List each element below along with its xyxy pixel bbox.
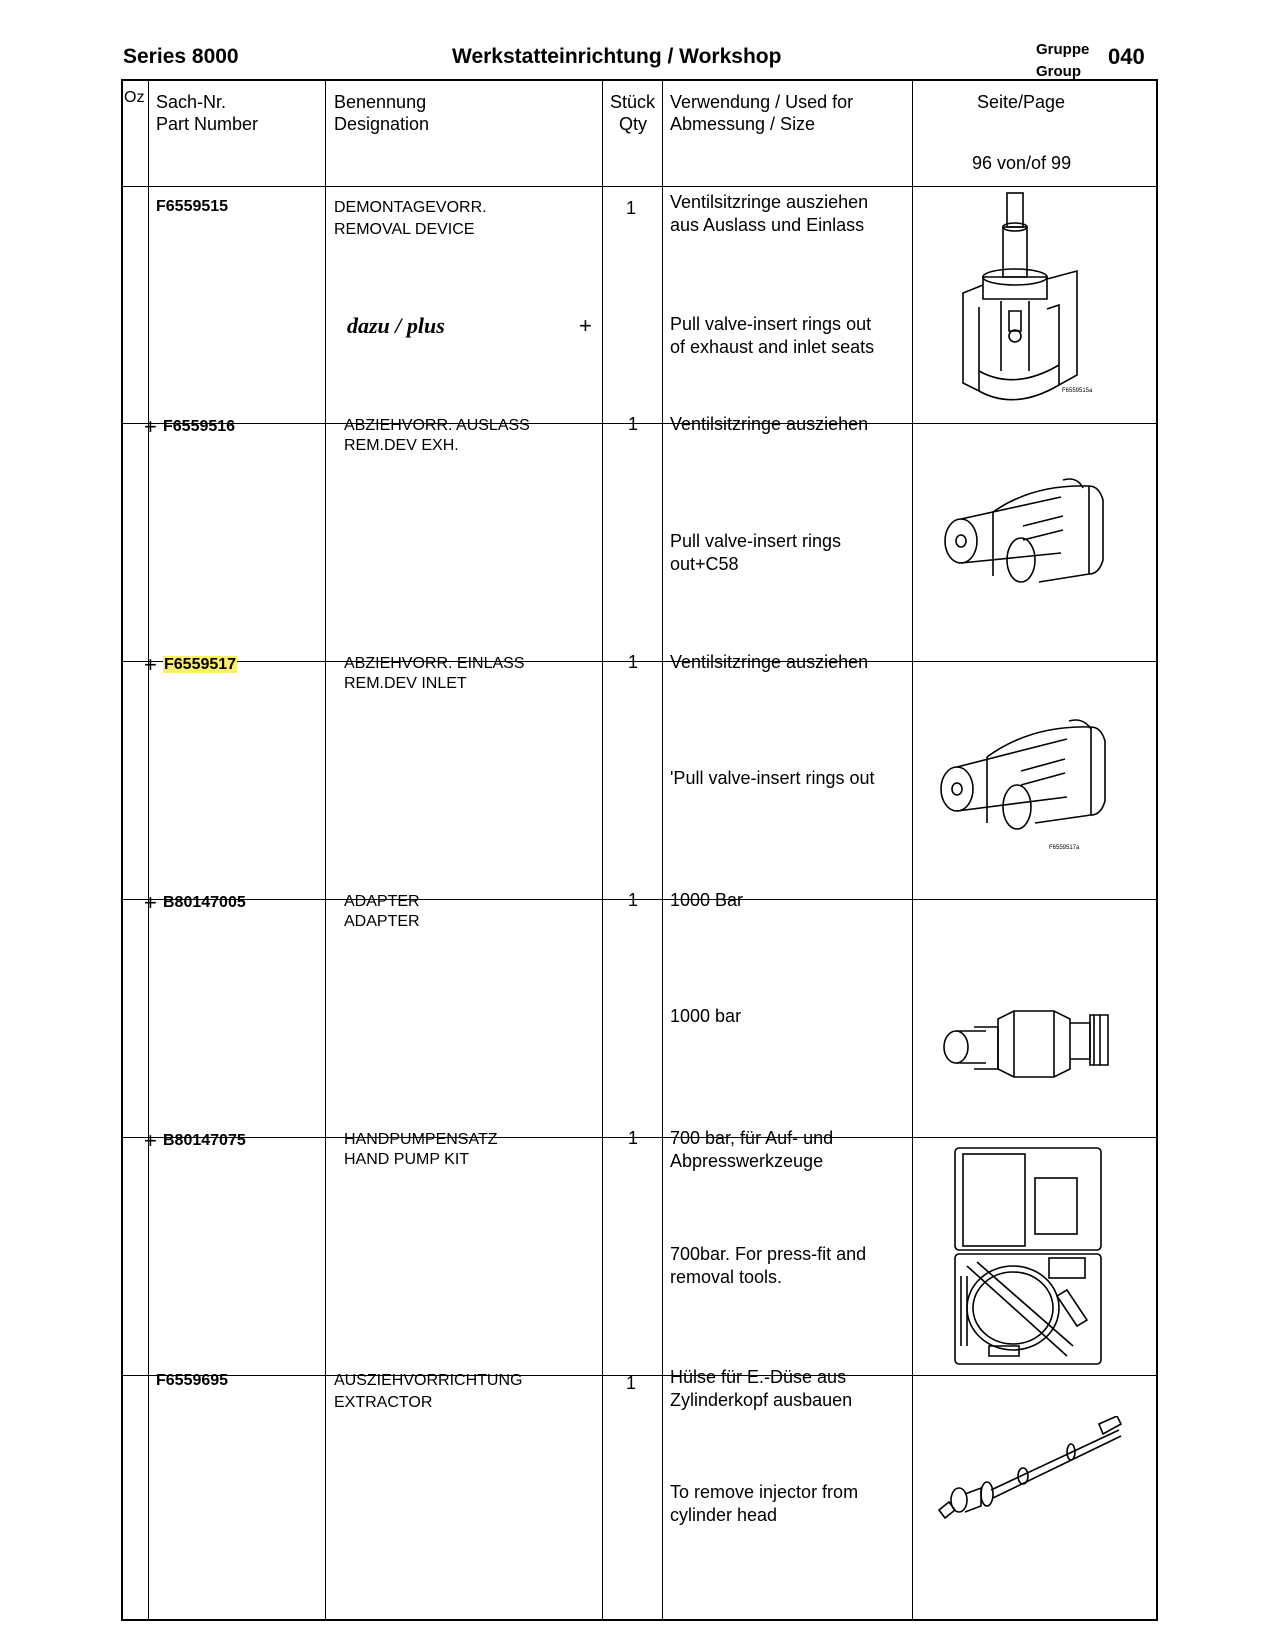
column-divider — [662, 81, 663, 1619]
designation-de: HANDPUMPENSATZ — [344, 1131, 498, 1148]
part-number: F6559515 — [156, 198, 229, 215]
designation-de: AUSZIEHVORRICHTUNG — [334, 1372, 523, 1389]
group-label-en: Group — [1036, 63, 1081, 80]
group-label-de: Gruppe — [1036, 41, 1090, 58]
highlighted-part-number: F6559517 — [164, 656, 237, 673]
col-part-en: Part Number — [156, 114, 259, 134]
row-divider — [123, 423, 1156, 424]
usage-de: Ventilsitzringe ausziehen — [670, 414, 869, 434]
usage-en: Pull valve-insert rings out — [670, 314, 872, 334]
column-divider — [912, 81, 913, 1619]
designation-en: EXTRACTOR — [334, 1394, 433, 1411]
designation-de: ABZIEHVORR. AUSLASS — [344, 417, 530, 434]
usage-en: To remove injector from — [670, 1482, 859, 1502]
usage-en: of exhaust and inlet seats — [670, 337, 875, 357]
page-title: Werkstatteinrichtung / Workshop — [452, 45, 782, 68]
row-divider — [123, 1137, 1156, 1138]
group-number: 040 — [1108, 44, 1145, 69]
usage-en: 700bar. For press-fit and — [670, 1244, 867, 1264]
quantity: 1 — [626, 198, 637, 218]
part-number — [163, 656, 237, 674]
figure-label: F6559515a — [1062, 388, 1093, 394]
usage-de: aus Auslass und Einlass — [670, 215, 865, 235]
quantity: 1 — [628, 890, 639, 910]
part-number: F6559516 — [163, 418, 236, 435]
part-number: B80147005 — [163, 894, 246, 911]
plus-marker: + — [579, 313, 592, 338]
col-qty-de: Stück — [610, 92, 656, 112]
usage-en: cylinder head — [670, 1505, 778, 1525]
row-divider — [123, 899, 1156, 900]
quantity: 1 — [628, 652, 639, 672]
adapter-icon — [938, 971, 1118, 1081]
page-number: 96 von/of 99 — [972, 153, 1072, 173]
usage-de: Zylinderkopf ausbauen — [670, 1390, 853, 1410]
series-title: Series 8000 — [123, 45, 239, 68]
col-qty-en: Qty — [619, 114, 648, 134]
designation-de: DEMONTAGEVORR. — [334, 199, 487, 216]
usage-en: Pull valve-insert rings — [670, 531, 842, 551]
usage-de: Abpresswerkzeuge — [670, 1151, 824, 1171]
col-use-de: Verwendung / Used for — [670, 92, 854, 112]
usage-en: out+C58 — [670, 554, 739, 574]
col-designation-de: Benennung — [334, 92, 427, 112]
usage-en: removal tools. — [670, 1267, 783, 1287]
figure-label: F6559517a — [1049, 845, 1080, 851]
col-designation-en: Designation — [334, 114, 430, 134]
designation-en: REM.DEV INLET — [344, 675, 467, 692]
row-divider — [123, 661, 1156, 662]
usage-de: Hülse für E.-Düse aus — [670, 1367, 847, 1387]
dazu-plus-note: dazu / plus — [347, 313, 445, 338]
usage-de: Ventilsitzringe ausziehen — [670, 192, 869, 212]
col-part-de: Sach-Nr. — [156, 92, 227, 112]
hand-pump-kit-icon — [953, 1146, 1103, 1368]
col-oz: Oz — [124, 89, 145, 106]
designation-de: ABZIEHVORR. EINLASS — [344, 655, 525, 672]
removal-device-icon — [943, 191, 1113, 416]
designation-en: HAND PUMP KIT — [344, 1151, 470, 1168]
extractor-icon — [931, 1416, 1131, 1528]
usage-de: 700 bar, für Auf- und — [670, 1128, 834, 1148]
puller-inlet-icon — [931, 717, 1121, 847]
designation-en: ADAPTER — [344, 913, 420, 930]
col-page-label: Seite/Page — [977, 92, 1066, 112]
designation-de: ADAPTER — [344, 893, 420, 910]
plus-marker: + — [144, 890, 157, 915]
col-use-en: Abmessung / Size — [670, 114, 816, 134]
plus-marker: + — [144, 1128, 157, 1153]
usage-en: 'Pull valve-insert rings out — [670, 768, 875, 788]
puller-exhaust-icon — [933, 476, 1123, 606]
designation-en: REMOVAL DEVICE — [334, 221, 475, 238]
parts-table — [121, 79, 1158, 1621]
row-divider — [123, 1375, 1156, 1376]
column-divider — [148, 81, 149, 1619]
group-label — [1036, 39, 1089, 83]
usage-de: Ventilsitzringe ausziehen — [670, 652, 869, 672]
part-number: F6559695 — [156, 1372, 229, 1389]
quantity: 1 — [626, 1373, 637, 1393]
column-divider — [325, 81, 326, 1619]
part-number: B80147075 — [163, 1132, 246, 1149]
row-divider — [123, 186, 1156, 187]
plus-marker: + — [144, 414, 157, 439]
column-divider — [602, 81, 603, 1619]
usage-de: 1000 Bar — [670, 890, 744, 910]
plus-marker: + — [144, 652, 157, 677]
quantity: 1 — [628, 414, 639, 434]
usage-en: 1000 bar — [670, 1006, 742, 1026]
designation-en: REM.DEV EXH. — [344, 437, 459, 454]
quantity: 1 — [628, 1128, 639, 1148]
